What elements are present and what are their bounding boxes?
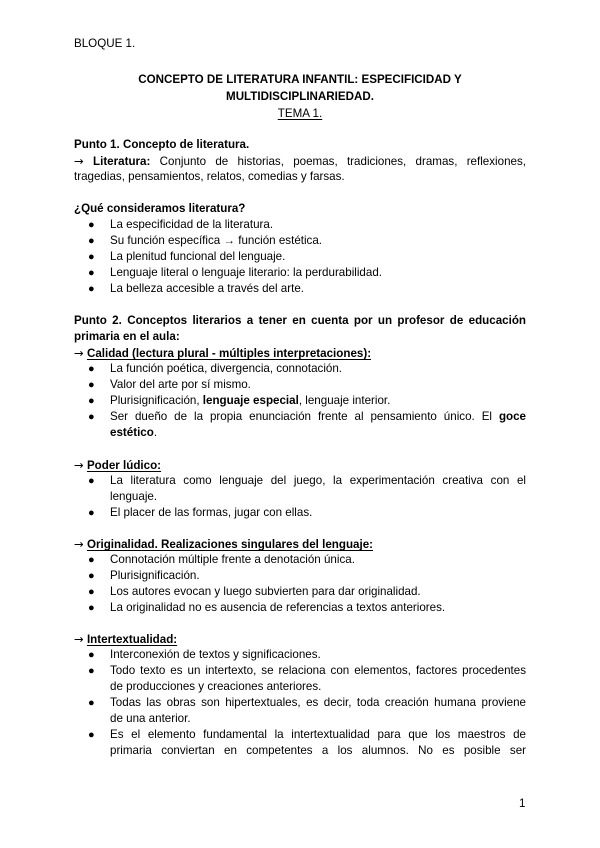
list-item: Connotación múltiple frente a denotación única.	[110, 553, 355, 566]
bullet-icon: ●	[88, 697, 95, 709]
arrow-icon: →	[74, 537, 84, 551]
literatura-definition-line-2: tragedias, pensamientos, relatos, comedias y farsas.	[74, 170, 345, 183]
originalidad-title: Originalidad. Realizaciones singulares del lenguaje:	[86, 538, 374, 551]
list-item-continuation: de una anterior.	[110, 712, 191, 725]
ludico-title: Poder lúdico:	[86, 459, 162, 472]
list-item-continuation: de producciones y creaciones anteriores.	[110, 680, 322, 693]
literatura-definition-line-1	[74, 153, 526, 171]
bullet-icon: ●	[88, 251, 95, 263]
item-text: .	[153, 426, 158, 439]
consideramos-heading: ¿Qué consideramos literatura?	[74, 202, 246, 215]
list-item: La originalidad no es ausencia de referencias a textos anteriores.	[110, 601, 446, 614]
list-item-continuation: lenguaje.	[110, 490, 158, 503]
bullet-icon: ●	[88, 219, 95, 231]
arrow-icon: →	[74, 458, 84, 472]
list-item: La especificidad de la literatura.	[110, 218, 274, 231]
list-item: Lenguaje literal o lenguaje literario: la perdurabilidad.	[110, 266, 382, 279]
item-bold-text: estético	[110, 426, 154, 439]
list-item: Interconexión de textos y significaciones.	[110, 648, 321, 661]
list-item: Su función específica → función estética.	[110, 234, 323, 247]
list-item: La función poética, divergencia, connotación.	[110, 362, 343, 375]
item-text: Plurisignificación,	[110, 394, 203, 407]
list-item: Todas las obras son hipertextuales, es decir, toda creación humana proviene	[110, 696, 526, 709]
list-item-continuation: primaria conviertan en competentes a los alumnos. No es posible ser	[110, 744, 526, 757]
bullet-icon: ●	[88, 475, 95, 487]
list-item	[110, 393, 390, 410]
bullet-icon: ●	[88, 649, 95, 661]
calidad-title: Calidad (lectura plural - múltiples interpretaciones):	[86, 347, 372, 360]
literatura-term: Literatura:	[93, 155, 151, 168]
bullet-icon: ●	[88, 395, 95, 407]
bullet-icon: ●	[88, 507, 95, 519]
item-text: Ser dueño de la propia enunciación frente al pensamiento único. El	[110, 410, 499, 423]
calidad-heading	[74, 345, 371, 363]
bullet-icon: ●	[88, 363, 95, 375]
title-line-1: CONCEPTO DE LITERATURA INFANTIL: ESPECIFICIDAD Y	[138, 73, 462, 86]
literatura-definition-text: Conjunto de historias, poemas, tradiciones, dramas, reflexiones,	[159, 155, 526, 168]
intertextualidad-title: Intertextualidad:	[86, 633, 178, 646]
list-item: La plenitud funcional del lenguaje.	[110, 250, 286, 263]
bullet-icon: ●	[88, 411, 95, 423]
list-item: Valor del arte por sí mismo.	[110, 378, 251, 391]
arrow-icon: →	[74, 632, 84, 646]
bloque-label: BLOQUE 1.	[74, 37, 136, 50]
bullet-icon: ●	[88, 267, 95, 279]
list-item	[110, 409, 526, 426]
arrow-icon: →	[74, 154, 84, 168]
intertextualidad-heading	[74, 631, 177, 649]
title-line-2: MULTIDISCIPLINARIEDAD.	[226, 90, 374, 103]
punto2-heading-line-1: Punto 2. Conceptos literarios a tener en cuenta por un profesor de educación	[74, 314, 526, 327]
punto1-heading: Punto 1. Concepto de literatura.	[74, 138, 250, 151]
arrow-icon: →	[74, 346, 84, 360]
list-item: La belleza accesible a través del arte.	[110, 282, 304, 295]
punto2-heading-line-2: primaria en el aula:	[74, 330, 180, 343]
list-item: La literatura como lenguaje del juego, la experimentación creativa con el	[110, 474, 526, 487]
bullet-icon: ●	[88, 586, 95, 598]
item-bold-text: lenguaje especial	[202, 394, 299, 407]
tema-label	[0, 106, 600, 123]
tema-text: TEMA 1.	[277, 107, 323, 120]
bullet-icon: ●	[88, 729, 95, 741]
bullet-icon: ●	[88, 379, 95, 391]
list-item-continuation	[110, 425, 157, 442]
bullet-icon: ●	[88, 554, 95, 566]
list-item: Todo texto es un intertexto, se relaciona con elementos, factores procedentes	[110, 664, 526, 677]
ludico-heading	[74, 457, 161, 475]
originalidad-heading	[74, 536, 373, 554]
list-item: El placer de las formas, jugar con ellas.	[110, 506, 313, 519]
item-bold-text: goce	[498, 410, 526, 423]
list-item: Es el elemento fundamental la intertextualidad para que los maestros de	[110, 728, 526, 741]
bullet-icon: ●	[88, 570, 95, 582]
bullet-icon: ●	[88, 602, 95, 614]
page-number: 1	[519, 797, 526, 810]
bullet-icon: ●	[88, 235, 95, 247]
bullet-icon: ●	[88, 283, 95, 295]
list-item: Los autores evocan y luego subvierten para dar originalidad.	[110, 585, 421, 598]
item-text: , lenguaje interior.	[298, 394, 391, 407]
bullet-icon: ●	[88, 665, 95, 677]
list-item: Plurisignificación.	[110, 569, 200, 582]
